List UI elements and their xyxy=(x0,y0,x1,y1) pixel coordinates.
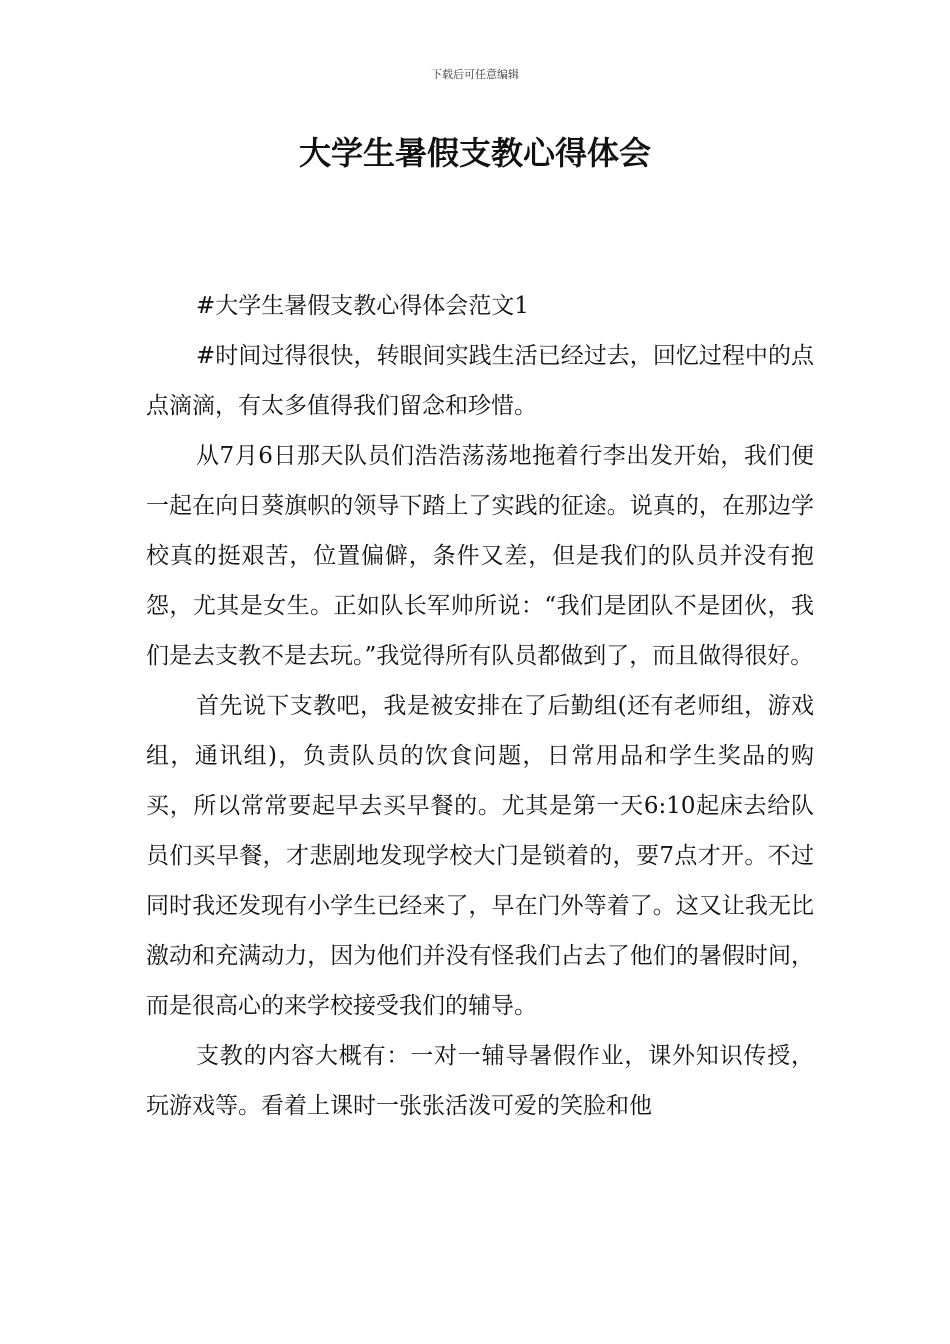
paragraph: #大学生暑假支教心得体会范文1 xyxy=(196,293,529,319)
document-title: 大学生暑假支教心得体会 xyxy=(298,134,651,172)
document-body xyxy=(146,281,814,1131)
header-note: 下载后可任意编辑 xyxy=(431,68,519,81)
paragraph: #时间过得很快，转眼间实践生活已经过去，回忆过程中的点点滴滴，有太多值得我们留念和珍惜。 xyxy=(146,343,814,419)
paragraph: 从7月6日那天队员们浩浩荡荡地拖着行李出发开始，我们便一起在向日葵旗帜的领导下踏上了实践的征途。说真的，在那边学校真的挺艰苦，位置偏僻，条件又差，但是我们的队员并没有抱怨，尤其是女生。正如队长军帅所说：“我们是团队不是团伙，我们是去支教不是去玩。”我觉得所有队员都做到了，而且做得很好。 xyxy=(146,443,814,669)
paragraph: 支教的内容大概有：一对一辅导暑假作业，课外知识传授，玩游戏等。看着上课时一张张活泼可爱的笑脸和他 xyxy=(146,1043,814,1119)
paragraph: 首先说下支教吧，我是被安排在了后勤组(还有老师组，游戏组，通讯组)，负责队员的饮食问题，日常用品和学生奖品的购买，所以常常要起早去买早餐的。尤其是第一天6:10起床去给队员们买早餐，才悲剧地发现学校大门是锁着的，要7点才开。不过同时我还发现有小学生已经来了，早在门外等着了。这又让我无比激动和充满动力，因为他们并没有怪我们占去了他们的暑假时间，而是很高心的来学校接受我们的辅导。 xyxy=(146,693,814,1019)
